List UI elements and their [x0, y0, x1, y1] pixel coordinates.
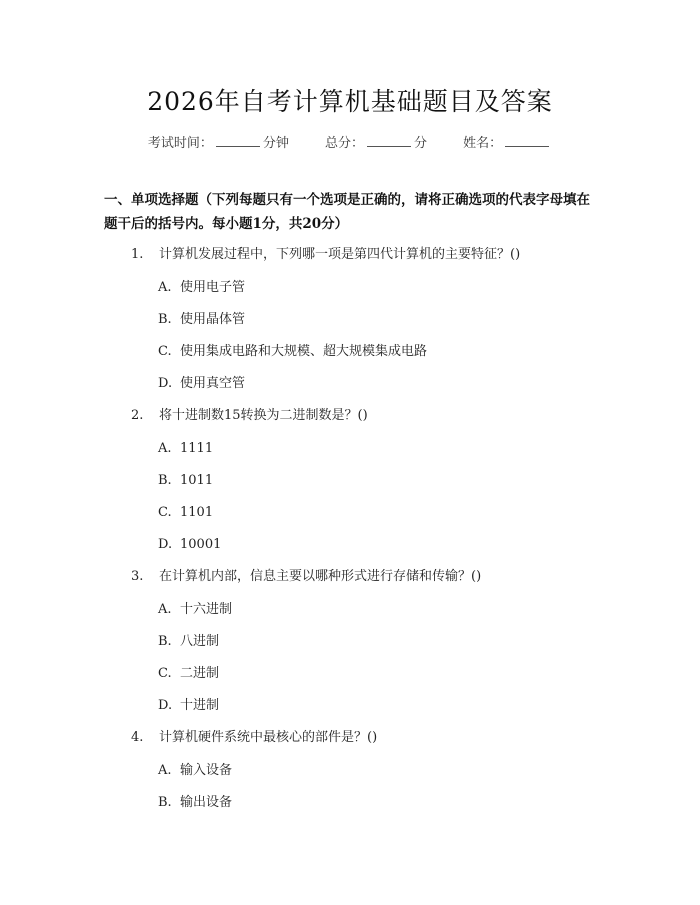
option-text: 二进制: [180, 666, 220, 681]
answer-option: [0, 340, 700, 364]
option-text: 使用集成电路和大规模、超大规模集成电路: [180, 344, 428, 359]
exam-time-suffix: 分钟: [262, 136, 289, 151]
option-letter: C.: [158, 505, 172, 520]
name-field: [463, 136, 552, 151]
option-text: 使用电子管: [180, 280, 246, 295]
option-letter: D.: [158, 376, 173, 391]
question-list: [0, 243, 700, 823]
question-item: [0, 243, 700, 396]
total-score-label: 总分：: [324, 136, 364, 151]
option-letter: A.: [158, 602, 172, 617]
option-text: 1111: [180, 441, 214, 456]
answer-option: [0, 276, 700, 300]
option-text: 1011: [180, 473, 214, 488]
name-blank: [505, 134, 549, 147]
question-item: [0, 565, 700, 718]
option-letter: C.: [158, 666, 172, 681]
option-letter: A.: [158, 280, 172, 295]
answer-option: [0, 598, 700, 622]
total-score-suffix: 分: [414, 136, 428, 151]
answer-option: [0, 469, 700, 493]
question-stem: [0, 726, 700, 750]
total-score-blank: [367, 134, 411, 147]
option-text: 十六进制: [180, 602, 233, 617]
question-number: 3.: [131, 569, 144, 584]
answer-option: [0, 372, 700, 396]
option-text: 1101: [180, 505, 214, 520]
question-number: 4.: [131, 730, 144, 745]
option-text: 使用真空管: [180, 376, 246, 391]
option-text: 十进制: [180, 698, 220, 713]
question-text: 计算机发展过程中，下列哪一项是第四代计算机的主要特征？(): [159, 247, 521, 262]
answer-option: [0, 694, 700, 718]
option-letter: B.: [158, 634, 172, 649]
question-stem: [0, 243, 700, 267]
option-letter: B.: [158, 473, 172, 488]
name-label: 姓名：: [463, 136, 503, 151]
option-text: 使用晶体管: [180, 312, 246, 327]
option-letter: A.: [158, 763, 172, 778]
exam-time-blank: [216, 134, 260, 147]
option-letter: B.: [158, 795, 172, 810]
answer-option: [0, 759, 700, 783]
answer-option: [0, 533, 700, 557]
exam-info-line: [0, 132, 700, 151]
answer-option: [0, 791, 700, 815]
option-text: 八进制: [180, 634, 220, 649]
exam-time-field: [148, 136, 289, 151]
option-text: 输出设备: [180, 795, 233, 810]
answer-option: [0, 501, 700, 525]
question-item: [0, 404, 700, 557]
option-letter: D.: [158, 537, 173, 552]
option-letter: C.: [158, 344, 172, 359]
question-stem: [0, 565, 700, 589]
question-stem: [0, 404, 700, 428]
section-heading: 一、单项选择题（下列每题只有一个选项是正确的，请将正确选项的代表字母填在题干后的括号内。每小题1分，共20分）: [104, 192, 590, 232]
answer-option: [0, 437, 700, 461]
option-letter: A.: [158, 441, 172, 456]
page-title: 2026年自考计算机基础题目及答案: [147, 87, 553, 116]
question-text: 计算机硬件系统中最核心的部件是？(): [159, 730, 378, 745]
question-item: [0, 726, 700, 815]
question-number: 1.: [131, 247, 144, 262]
option-text: 10001: [180, 537, 222, 552]
question-number: 2.: [131, 408, 144, 423]
exam-time-label: 考试时间：: [147, 136, 213, 151]
option-letter: B.: [158, 312, 172, 327]
answer-option: [0, 308, 700, 332]
answer-option: [0, 662, 700, 686]
question-text: 将十进制数15转换为二进制数是？(): [159, 408, 368, 423]
total-score-field: [325, 136, 427, 151]
question-text: 在计算机内部，信息主要以哪种形式进行存储和传输？(): [159, 569, 482, 584]
answer-option: [0, 630, 700, 654]
option-letter: D.: [158, 698, 173, 713]
option-text: 输入设备: [180, 763, 233, 778]
